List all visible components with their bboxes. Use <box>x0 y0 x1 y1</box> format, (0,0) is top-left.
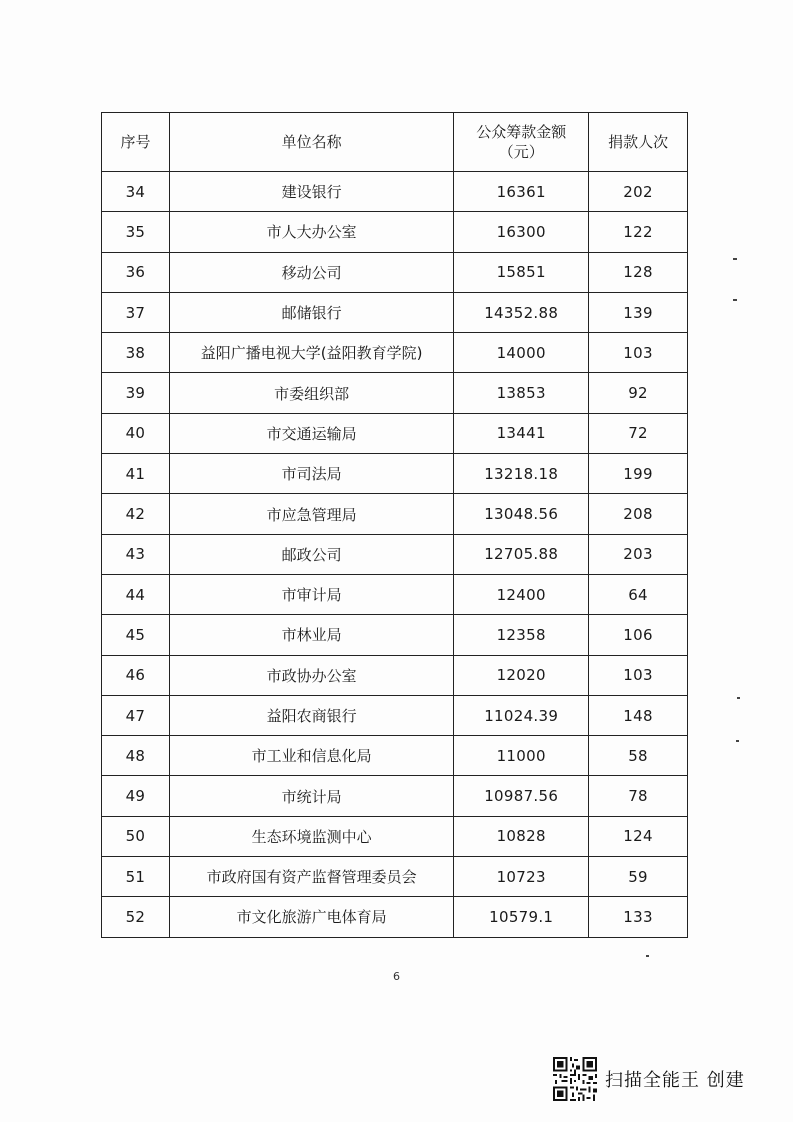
row-unit-name: 市人大办公室 <box>169 212 453 252</box>
row-donor-count: 106 <box>589 615 688 655</box>
table-row <box>102 736 688 776</box>
table-row <box>102 816 688 856</box>
row-amount: 14000 <box>454 333 589 373</box>
row-donor-count: 199 <box>589 454 688 494</box>
row-unit-name: 市政府国有资产监督管理委员会 <box>169 857 453 897</box>
row-index: 42 <box>102 494 170 534</box>
row-amount: 10579.1 <box>454 897 589 937</box>
row-amount: 15851 <box>454 252 589 292</box>
header-index: 序号 <box>102 113 170 172</box>
header-count: 捐款人次 <box>589 113 688 172</box>
row-donor-count: 64 <box>589 574 688 614</box>
row-unit-name: 益阳广播电视大学(益阳教育学院) <box>169 333 453 373</box>
row-donor-count: 78 <box>589 776 688 816</box>
header-unit: 单位名称 <box>169 113 453 172</box>
row-amount: 12400 <box>454 574 589 614</box>
table-body <box>102 172 688 938</box>
scan-speck <box>733 299 737 301</box>
row-amount: 10828 <box>454 816 589 856</box>
row-index: 52 <box>102 897 170 937</box>
table-row <box>102 695 688 735</box>
row-unit-name: 市工业和信息化局 <box>169 736 453 776</box>
table-row <box>102 212 688 252</box>
row-index: 51 <box>102 857 170 897</box>
table-row <box>102 413 688 453</box>
table-row <box>102 534 688 574</box>
row-donor-count: 122 <box>589 212 688 252</box>
row-index: 35 <box>102 212 170 252</box>
page-number: 6 <box>393 970 400 983</box>
table-header <box>102 113 688 172</box>
table-row <box>102 373 688 413</box>
row-donor-count: 139 <box>589 292 688 332</box>
row-amount: 12705.88 <box>454 534 589 574</box>
row-unit-name: 市统计局 <box>169 776 453 816</box>
table-row <box>102 776 688 816</box>
table-row <box>102 172 688 212</box>
header-amount <box>454 113 589 172</box>
row-unit-name: 市林业局 <box>169 615 453 655</box>
row-amount: 12358 <box>454 615 589 655</box>
row-amount: 11024.39 <box>454 695 589 735</box>
row-amount: 13048.56 <box>454 494 589 534</box>
row-unit-name: 市政协办公室 <box>169 655 453 695</box>
scan-speck <box>646 955 649 957</box>
table-row <box>102 574 688 614</box>
row-amount: 11000 <box>454 736 589 776</box>
row-donor-count: 72 <box>589 413 688 453</box>
row-index: 43 <box>102 534 170 574</box>
row-index: 46 <box>102 655 170 695</box>
row-donor-count: 202 <box>589 172 688 212</box>
donation-table <box>101 112 688 938</box>
row-index: 49 <box>102 776 170 816</box>
row-unit-name: 建设银行 <box>169 172 453 212</box>
row-donor-count: 58 <box>589 736 688 776</box>
table-row <box>102 615 688 655</box>
row-unit-name: 市委组织部 <box>169 373 453 413</box>
scanner-watermark <box>553 1057 745 1101</box>
row-unit-name: 市应急管理局 <box>169 494 453 534</box>
qr-code-icon <box>553 1057 597 1101</box>
row-amount: 13853 <box>454 373 589 413</box>
row-donor-count: 208 <box>589 494 688 534</box>
table-row <box>102 897 688 937</box>
header-amount-line1: 公众筹款金额 <box>476 123 567 141</box>
row-donor-count: 133 <box>589 897 688 937</box>
row-index: 48 <box>102 736 170 776</box>
row-amount: 16300 <box>454 212 589 252</box>
row-donor-count: 148 <box>589 695 688 735</box>
row-donor-count: 103 <box>589 655 688 695</box>
row-index: 34 <box>102 172 170 212</box>
table-row <box>102 333 688 373</box>
row-index: 37 <box>102 292 170 332</box>
row-index: 47 <box>102 695 170 735</box>
row-donor-count: 128 <box>589 252 688 292</box>
row-amount: 10723 <box>454 857 589 897</box>
row-donor-count: 92 <box>589 373 688 413</box>
row-unit-name: 市审计局 <box>169 574 453 614</box>
header-row <box>102 113 688 172</box>
row-amount: 13218.18 <box>454 454 589 494</box>
scan-speck <box>737 697 740 699</box>
row-index: 39 <box>102 373 170 413</box>
row-amount: 14352.88 <box>454 292 589 332</box>
scanner-credit-text: 扫描全能王 创建 <box>605 1070 745 1091</box>
table-row <box>102 292 688 332</box>
scan-speck <box>733 258 737 260</box>
row-unit-name: 移动公司 <box>169 252 453 292</box>
row-donor-count: 103 <box>589 333 688 373</box>
table-row <box>102 494 688 534</box>
header-amount-line2: （元） <box>498 143 544 161</box>
row-amount: 13441 <box>454 413 589 453</box>
row-amount: 10987.56 <box>454 776 589 816</box>
row-unit-name: 市司法局 <box>169 454 453 494</box>
table-row <box>102 655 688 695</box>
row-unit-name: 益阳农商银行 <box>169 695 453 735</box>
row-unit-name: 邮储银行 <box>169 292 453 332</box>
row-unit-name: 生态环境监测中心 <box>169 816 453 856</box>
row-index: 50 <box>102 816 170 856</box>
row-donor-count: 59 <box>589 857 688 897</box>
scan-speck <box>736 740 739 742</box>
row-index: 45 <box>102 615 170 655</box>
row-amount: 12020 <box>454 655 589 695</box>
row-index: 40 <box>102 413 170 453</box>
row-donor-count: 203 <box>589 534 688 574</box>
row-unit-name: 市文化旅游广电体育局 <box>169 897 453 937</box>
table-row <box>102 252 688 292</box>
row-index: 41 <box>102 454 170 494</box>
row-amount: 16361 <box>454 172 589 212</box>
row-unit-name: 邮政公司 <box>169 534 453 574</box>
row-index: 44 <box>102 574 170 614</box>
row-index: 36 <box>102 252 170 292</box>
row-donor-count: 124 <box>589 816 688 856</box>
row-unit-name: 市交通运输局 <box>169 413 453 453</box>
table-row <box>102 857 688 897</box>
table-row <box>102 454 688 494</box>
row-index: 38 <box>102 333 170 373</box>
